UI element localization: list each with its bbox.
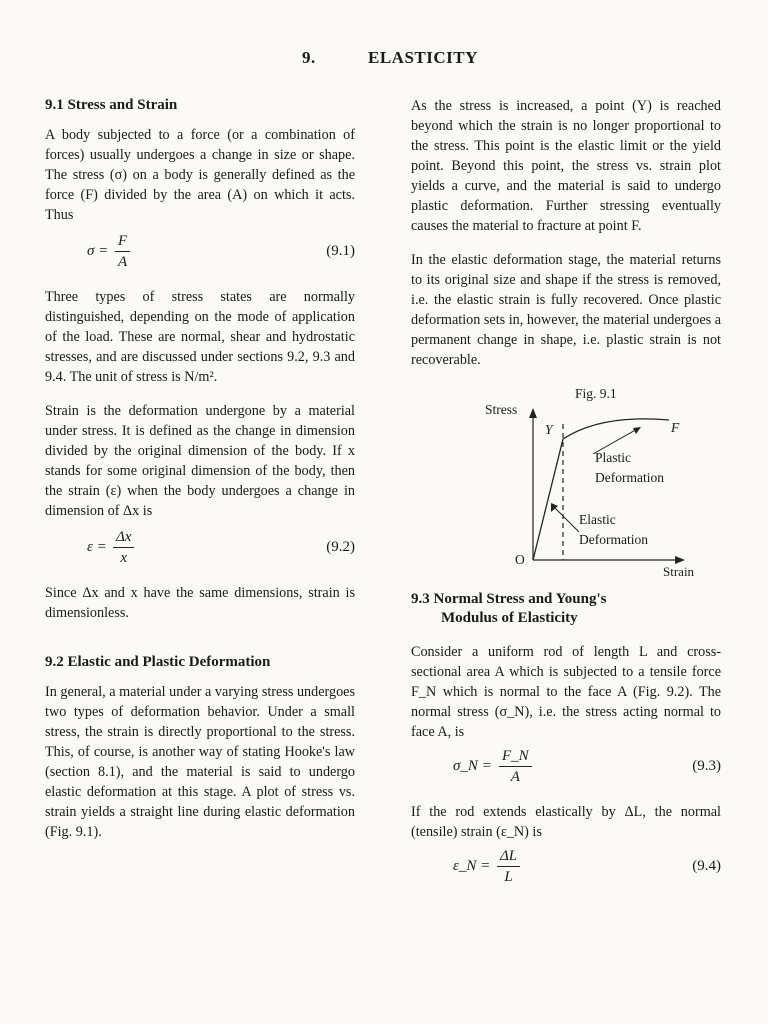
right-column [411,96,721,902]
equation-denominator: x [120,550,128,566]
equation-denominator: A [118,254,128,270]
equation-numerator: F [115,231,130,252]
equation-number: (9.3) [692,758,721,774]
plastic-curve [563,419,669,439]
y-axis-label: Stress [485,402,518,417]
equation-lhs: ε_N = [453,858,491,874]
chapter-title: ELASTICITY [368,48,478,67]
equation-numerator: F_N [499,746,532,767]
section-9-1-heading: 9.1 Stress and Strain [45,97,178,113]
fracture-point-label: F [671,420,680,435]
section-9-1-paragraph-4: Since Δx and x have the same dimensions, strain is dimensionless. [45,585,355,621]
section-9-1-paragraph-1: A body subjected to a force (or a combination of forces) usually undergoes a change in size or shape. The stress (σ) on a body is generally defined as the force (F) divided by the area (A) on which it acts. Thus [45,127,355,223]
stress-axis-arrow [529,408,537,418]
equation-number: (9.1) [326,243,355,259]
origin-label: O [515,552,525,567]
equation-lhs: ε = [87,539,107,555]
equation-9-4 [411,846,721,892]
equation-fraction [497,846,520,887]
plastic-label-line1: Plastic [595,450,631,465]
plastic-label-line2: Deformation [595,470,664,485]
section-9-3-heading-line1: 9.3 Normal Stress and Young's [411,591,607,607]
section-9-2-paragraph-3: In the elastic deformation stage, the material returns to its original size and shape if the stress is removed, i.e. the elastic strain is fully recovered. Once plastic deformation sets in, however, the material undergoes a permanent change in shape, i.e. plastic strain is not recoverable. [411,252,722,368]
equation-denominator: A [510,769,520,785]
strain-axis-arrow [675,556,685,564]
section-9-1-paragraph-2: Three types of stress states are normally distinguished, depending on the mode of application of the load. These are normal, shear and hydrostatic stresses, and are discussed under sections 9.2, 9.3 and 9.4. The unit of stress is N/m². [45,289,355,385]
elastic-label-line1: Elastic [579,512,616,527]
equation-lhs: σ = [87,243,109,259]
stress-strain-diagram [411,384,721,574]
section-9-2-paragraph-1: In general, a material under a varying stress undergoes two types of deformation behavior. Under a small stress, the strain is directly proportional to the stress. This, of course, is another way of stating Hooke's law (section 8.1), and the material is said to undergo elastic deformation at this stage. A plot of stress vs. strain yields a straight line during elastic deformation (Fig. 9.1). [45,684,355,840]
figure-caption: Fig. 9.1 [575,386,617,401]
equation-fraction [113,527,134,568]
figure-9-1 [411,384,721,579]
equation-9-3 [411,746,721,792]
equation-number: (9.2) [326,539,355,555]
yield-point-label: Y [545,422,553,437]
equation-numerator: Δx [113,527,134,548]
section-9-3-heading [411,590,721,628]
chapter-number: 9. [302,48,316,67]
equation-lhs: σ_N = [453,758,492,774]
equation-9-1 [45,231,355,277]
left-column [45,96,355,856]
section-9-3-paragraph-1: Consider a uniform rod of length L and cross-sectional area A which is subjected to a tensile force F_N which is normal to the face A (Fig. 9.2). The normal stress (σ_N), i.e. the stress acting normal to face A, is [411,644,721,740]
section-9-1-paragraph-3: Strain is the deformation undergone by a material under stress. It is defined as the change in dimension divided by the original dimension of the body. If x stands for some original dimension of the body, then the strain (ε) when the body undergoes a change in dimension of Δx is [45,403,355,519]
elastic-pointer [553,506,579,532]
x-axis-label: Strain [663,564,695,579]
equation-numerator: ΔL [497,846,520,867]
elastic-line [533,439,563,560]
equation-fraction [115,231,130,272]
equation-fraction [499,746,532,787]
equation-9-2 [45,527,355,573]
section-9-3-paragraph-2: If the rod extends elastically by ΔL, the normal (tensile) strain (ε_N) is [411,804,721,840]
equation-denominator: L [504,869,513,885]
section-9-3-heading-line2: Modulus of Elasticity [441,610,578,626]
section-9-2-paragraph-2: As the stress is increased, a point (Y) is reached beyond which the strain is no longer proportional to the stress. This point is the elastic limit or the yield point. Beyond this point, the stress vs. strain plot yields a curve, and the material is said to undergo plastic deformation. Further stressing eventually causes the material to fracture at point F. [411,98,721,234]
equation-number: (9.4) [692,858,721,874]
elastic-label-line2: Deformation [579,532,648,547]
section-9-2-heading: 9.2 Elastic and Plastic Deformation [45,654,271,670]
